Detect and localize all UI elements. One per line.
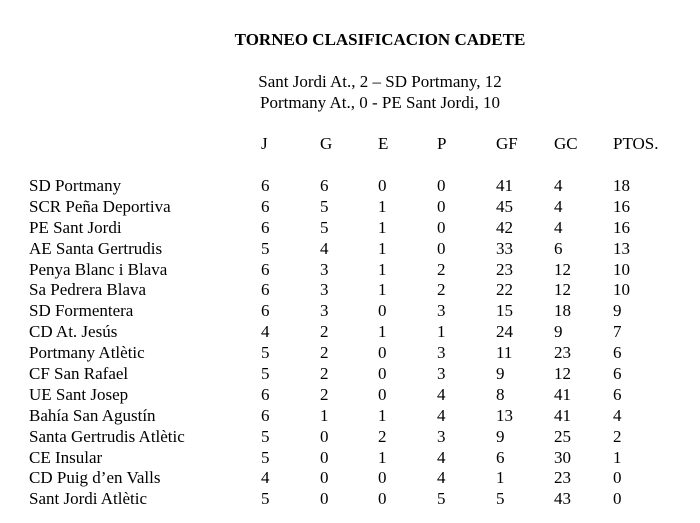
team-name: AE Santa Gertrudis	[29, 238, 163, 258]
lost-cell: 4	[437, 384, 446, 404]
points-cell: 10	[613, 280, 630, 300]
lost-cell: 4	[437, 447, 446, 467]
table-row	[0, 489, 700, 510]
lost-cell: 3	[437, 343, 446, 363]
table-row	[0, 239, 700, 260]
points-cell: 0	[613, 468, 622, 488]
played-cell: 6	[261, 196, 270, 216]
match-result: Portmany At., 0 - PE Sant Jordi, 10	[260, 93, 500, 112]
goals-for-cell: 11	[496, 343, 513, 363]
goals-for-cell: 6	[496, 447, 505, 467]
column-header-p: P	[437, 134, 447, 153]
table-row	[0, 448, 700, 469]
goals-for-cell: 33	[496, 238, 513, 258]
goals-against-cell: 6	[554, 238, 563, 258]
played-cell: 4	[261, 468, 270, 488]
table-row	[0, 197, 700, 218]
goals-against-cell: 30	[554, 447, 571, 467]
lost-cell: 5	[437, 489, 446, 509]
points-cell: 2	[613, 426, 622, 446]
team-name: SD Formentera	[29, 301, 134, 321]
team-name: Bahía San Agustín	[29, 405, 156, 425]
won-cell: 2	[320, 322, 329, 342]
points-cell: 6	[613, 364, 622, 384]
won-cell: 3	[320, 301, 329, 321]
table-row	[0, 385, 700, 406]
goals-for-cell: 8	[496, 384, 505, 404]
table-row	[0, 280, 700, 301]
points-cell: 16	[613, 217, 630, 237]
goals-for-cell: 22	[496, 280, 513, 300]
table-row	[0, 427, 700, 448]
table-row	[0, 218, 700, 239]
goals-for-cell: 24	[496, 322, 513, 342]
played-cell: 5	[261, 343, 270, 363]
team-name: SCR Peña Deportiva	[29, 196, 171, 216]
team-name: Sa Pedrera Blava	[29, 280, 147, 300]
goals-against-cell: 12	[554, 259, 571, 279]
goals-for-cell: 45	[496, 196, 513, 216]
points-cell: 13	[613, 238, 630, 258]
team-name: Sant Jordi Atlètic	[29, 489, 148, 509]
goals-for-cell: 5	[496, 489, 505, 509]
lost-cell: 0	[437, 196, 446, 216]
goals-against-cell: 4	[554, 176, 563, 195]
played-cell: 5	[261, 489, 270, 509]
lost-cell: 2	[437, 280, 446, 300]
goals-for-cell: 1	[496, 468, 505, 488]
played-cell: 5	[261, 447, 270, 467]
table-row	[0, 406, 700, 427]
drawn-cell: 0	[378, 468, 387, 488]
goals-against-cell: 12	[554, 364, 571, 384]
played-cell: 5	[261, 426, 270, 446]
column-header-e: E	[378, 134, 389, 153]
won-cell: 2	[320, 384, 329, 404]
drawn-cell: 0	[378, 301, 387, 321]
won-cell: 3	[320, 259, 329, 279]
points-cell: 16	[613, 196, 630, 216]
points-cell: 0	[613, 489, 622, 509]
won-cell: 3	[320, 280, 329, 300]
goals-against-cell: 4	[554, 196, 563, 216]
won-cell: 0	[320, 447, 329, 467]
drawn-cell: 0	[378, 364, 387, 384]
points-cell: 1	[613, 447, 622, 467]
lost-cell: 0	[437, 238, 446, 258]
lost-cell: 4	[437, 405, 446, 425]
column-header-g: G	[320, 134, 333, 153]
drawn-cell: 1	[378, 238, 387, 258]
team-name: CF San Rafael	[29, 364, 129, 384]
column-header-ptos: PTOS.	[613, 134, 659, 153]
table-row	[0, 364, 700, 385]
played-cell: 6	[261, 176, 270, 195]
column-header-gf: GF	[496, 134, 518, 153]
team-name: PE Sant Jordi	[29, 217, 122, 237]
team-name: Portmany Atlètic	[29, 343, 145, 363]
drawn-cell: 1	[378, 196, 387, 216]
goals-against-cell: 23	[554, 468, 571, 488]
goals-for-cell: 9	[496, 426, 505, 446]
played-cell: 6	[261, 259, 270, 279]
played-cell: 6	[261, 405, 270, 425]
goals-against-cell: 9	[554, 322, 563, 342]
points-cell: 4	[613, 405, 622, 425]
lost-cell: 3	[437, 364, 446, 384]
won-cell: 0	[320, 489, 329, 509]
table-row	[0, 343, 700, 364]
team-name: Penya Blanc i Blava	[29, 259, 168, 279]
goals-against-cell: 23	[554, 343, 571, 363]
match-result: Sant Jordi At., 2 – SD Portmany, 12	[258, 72, 502, 91]
goals-against-cell: 43	[554, 489, 571, 509]
goals-against-cell: 4	[554, 217, 563, 237]
won-cell: 5	[320, 217, 329, 237]
goals-for-cell: 41	[496, 176, 513, 195]
team-name: Santa Gertrudis Atlètic	[29, 426, 185, 446]
team-name: CE Insular	[29, 447, 103, 467]
played-cell: 6	[261, 280, 270, 300]
played-cell: 5	[261, 238, 270, 258]
lost-cell: 4	[437, 468, 446, 488]
points-cell: 9	[613, 301, 622, 321]
goals-for-cell: 9	[496, 364, 505, 384]
goals-against-cell: 18	[554, 301, 571, 321]
won-cell: 1	[320, 405, 329, 425]
points-cell: 6	[613, 343, 622, 363]
team-name: UE Sant Josep	[29, 384, 129, 404]
team-name: CD Puig d’en Valls	[29, 468, 161, 488]
won-cell: 4	[320, 238, 329, 258]
table-row	[0, 260, 700, 281]
table-row	[0, 322, 700, 343]
drawn-cell: 1	[378, 259, 387, 279]
lost-cell: 0	[437, 176, 446, 195]
goals-for-cell: 13	[496, 405, 513, 425]
lost-cell: 0	[437, 217, 446, 237]
points-cell: 10	[613, 259, 630, 279]
lost-cell: 3	[437, 301, 446, 321]
table-row	[0, 301, 700, 322]
played-cell: 4	[261, 322, 270, 342]
drawn-cell: 1	[378, 405, 387, 425]
column-header-j: J	[261, 134, 268, 153]
column-header-gc: GC	[554, 134, 578, 153]
lost-cell: 2	[437, 259, 446, 279]
won-cell: 6	[320, 176, 329, 195]
points-cell: 18	[613, 176, 630, 195]
drawn-cell: 0	[378, 384, 387, 404]
drawn-cell: 1	[378, 447, 387, 467]
drawn-cell: 0	[378, 489, 387, 509]
goals-for-cell: 42	[496, 217, 513, 237]
lost-cell: 3	[437, 426, 446, 446]
team-name: SD Portmany	[29, 176, 122, 195]
won-cell: 0	[320, 468, 329, 488]
drawn-cell: 1	[378, 322, 387, 342]
won-cell: 5	[320, 196, 329, 216]
played-cell: 5	[261, 364, 270, 384]
drawn-cell: 0	[378, 176, 387, 195]
drawn-cell: 1	[378, 280, 387, 300]
goals-against-cell: 12	[554, 280, 571, 300]
played-cell: 6	[261, 301, 270, 321]
won-cell: 0	[320, 426, 329, 446]
points-cell: 7	[613, 322, 622, 342]
lost-cell: 1	[437, 322, 446, 342]
won-cell: 2	[320, 343, 329, 363]
drawn-cell: 0	[378, 343, 387, 363]
points-cell: 6	[613, 384, 622, 404]
drawn-cell: 1	[378, 217, 387, 237]
team-name: CD At. Jesús	[29, 322, 118, 342]
page-title: TORNEO CLASIFICACION CADETE	[234, 30, 526, 49]
table-row	[0, 468, 700, 489]
standings-table	[0, 176, 700, 510]
drawn-cell: 2	[378, 426, 387, 446]
table-row	[0, 176, 700, 197]
won-cell: 2	[320, 364, 329, 384]
goals-for-cell: 23	[496, 259, 513, 279]
goals-against-cell: 41	[554, 405, 571, 425]
goals-for-cell: 15	[496, 301, 513, 321]
played-cell: 6	[261, 384, 270, 404]
goals-against-cell: 41	[554, 384, 571, 404]
played-cell: 6	[261, 217, 270, 237]
goals-against-cell: 25	[554, 426, 571, 446]
